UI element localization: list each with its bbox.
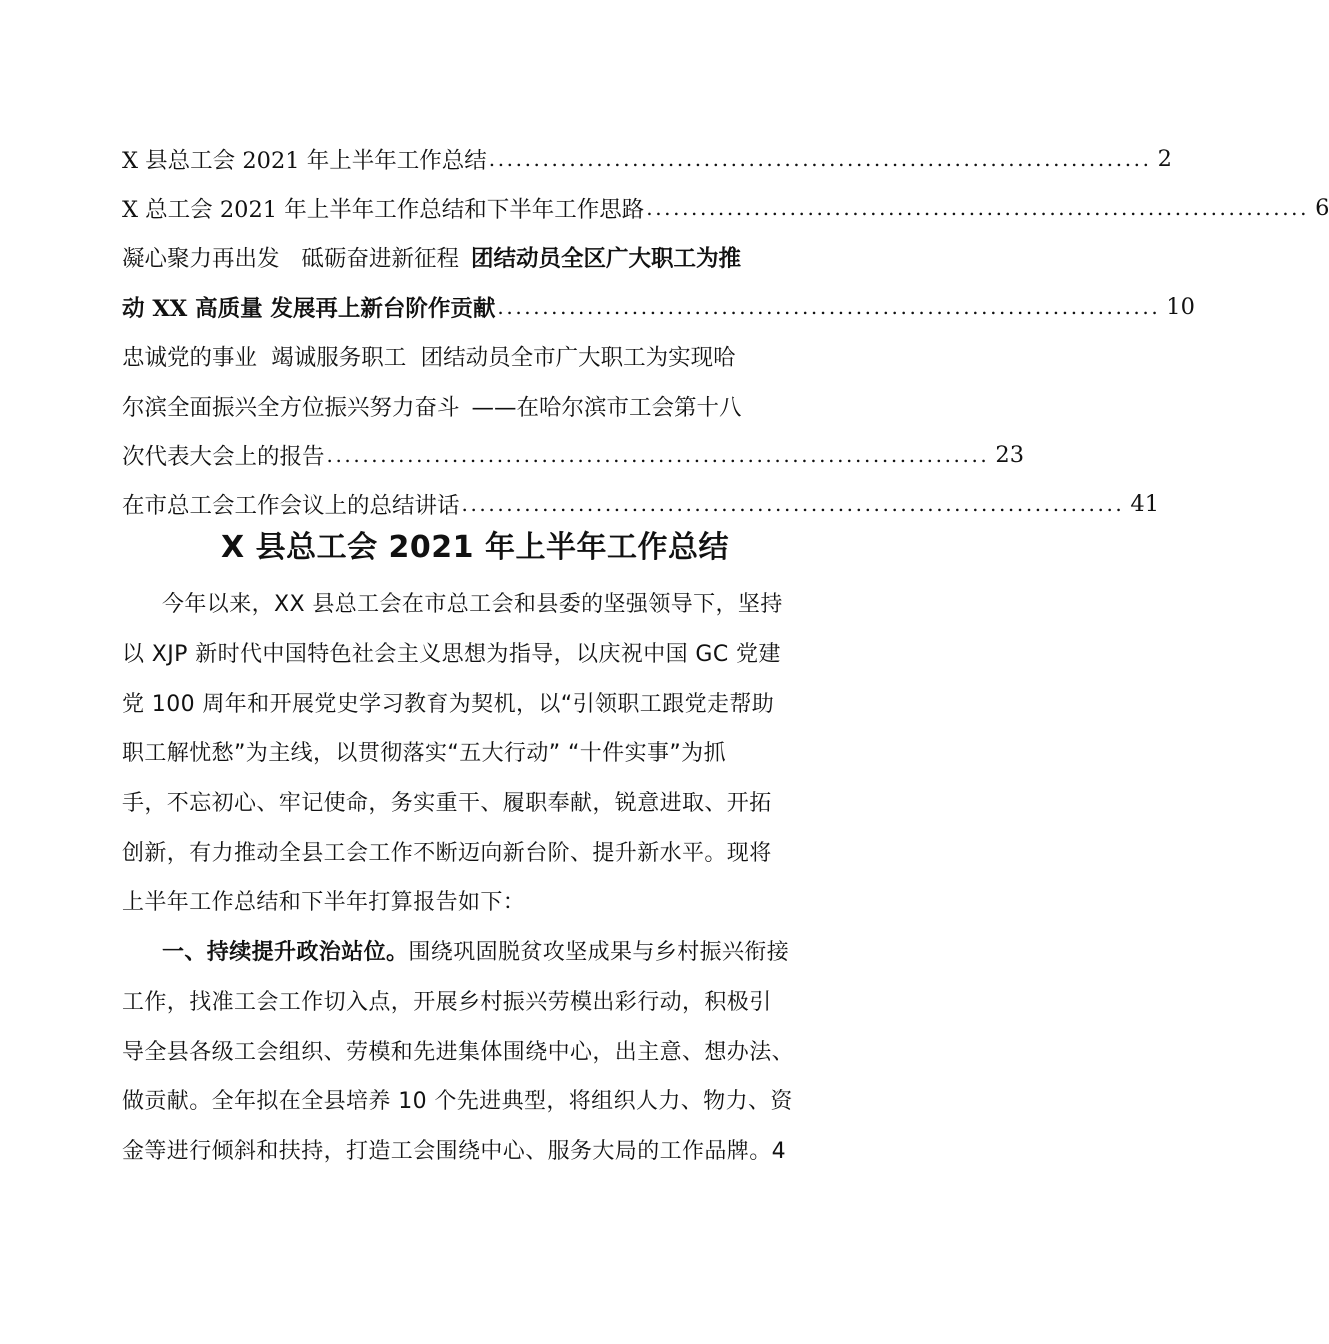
body-line: 上半年工作总结和下半年打算报告如下： (122, 890, 526, 916)
body-line: 职工解忧愁”为主线，以贯彻落实“五大行动” “十件实事”为抓 (122, 741, 726, 767)
body-line: 创新，有力推动全县工会工作不断迈向新台阶、提升新水平。现将 (122, 840, 772, 866)
toc-entry-2[interactable] (122, 183, 1329, 232)
dot-leader: .......................................................................... (497, 294, 1161, 319)
toc-page-number: 10 (1166, 293, 1195, 320)
body-line: 金等进行倾斜和扶持，打造工会围绕中心、服务大局的工作品牌。4 (122, 1138, 786, 1164)
toc-entry-title-bold: 动 XX 高质量 发展再上新台阶作贡献 (122, 295, 496, 322)
dot-leader: .......................................................................... (488, 146, 1152, 171)
toc-entry-title-part: 次代表大会上的报告 (122, 444, 325, 471)
body-text: 围绕巩固脱贫攻坚成果与乡村振兴衔接 (408, 940, 790, 966)
toc-entry-title-part: 尔滨全面振兴全方位振兴努力奋斗 (122, 394, 460, 421)
body-line: 手，不忘初心、牢记使命，务实重干、履职奉献，锐意进取、开拓 (122, 791, 772, 817)
dot-leader: .......................................................................... (326, 443, 990, 468)
toc-entry-1[interactable] (122, 134, 1172, 183)
toc-entry-title-part: 凝心聚力再出发 (122, 246, 280, 273)
document-body (122, 578, 852, 1174)
toc-entry-title-part: ——在哈尔滨市工会第十八 (471, 394, 742, 421)
toc-entry-title: 在市总工会工作会议上的总结讲话 (122, 493, 460, 520)
toc-entry-title: X 县总工会 2021 年上半年工作总结 (122, 147, 487, 174)
dot-leader: .......................................................................... (461, 492, 1125, 517)
document-title: X 县总工会 2021 年上半年工作总结 (221, 530, 729, 565)
toc-entry-3-line-2[interactable] (122, 282, 1195, 331)
body-line: 工作，找准工会工作切入点，开展乡村振兴劳模出彩行动，积极引 (122, 989, 772, 1015)
body-line: 党 100 周年和开展党史学习教育为契机，以“引领职工跟党走帮助 (122, 691, 775, 717)
toc-page-number: 41 (1130, 491, 1160, 518)
toc-page-number: 23 (995, 442, 1025, 469)
toc-page-number: 6 (1315, 195, 1329, 222)
section-heading-line (122, 926, 852, 976)
toc-entry-4-line-1[interactable] (122, 332, 842, 381)
toc-entry-title-part: 砥砺奋进新征程 (301, 246, 460, 273)
section-heading: 一、持续提升政治站位。 (162, 940, 409, 966)
body-line: 今年以来，XX 县总工会在市总工会和县委的坚强领导下，坚持 (162, 592, 783, 618)
toc-entry-title-bold: 团结动员全区广大职工为推 (471, 246, 742, 273)
body-line: 导全县各级工会组织、劳模和先进集体围绕中心，出主意、想办法、 (122, 1039, 795, 1065)
body-line: 做贡献。全年拟在全县培养 10 个先进典型，将组织人力、物力、资 (122, 1089, 793, 1115)
toc-entry-title-part: 忠诚党的事业 竭诚服务职工 团结动员全市广大职工为实现哈 (122, 345, 736, 372)
dot-leader: .......................................................................... (646, 196, 1310, 221)
toc-page-number: 2 (1157, 145, 1172, 172)
toc-entry-4-line-3[interactable] (122, 430, 1025, 479)
toc-entry-4-line-2[interactable] (122, 381, 842, 430)
toc-entry-title: X 总工会 2021 年上半年工作总结和下半年工作思路 (122, 197, 645, 224)
table-of-contents (122, 134, 1329, 529)
body-line: 以 XJP 新时代中国特色社会主义思想为指导，以庆祝中国 GC 党建 (122, 642, 781, 668)
toc-entry-3-line-1[interactable] (122, 233, 842, 282)
